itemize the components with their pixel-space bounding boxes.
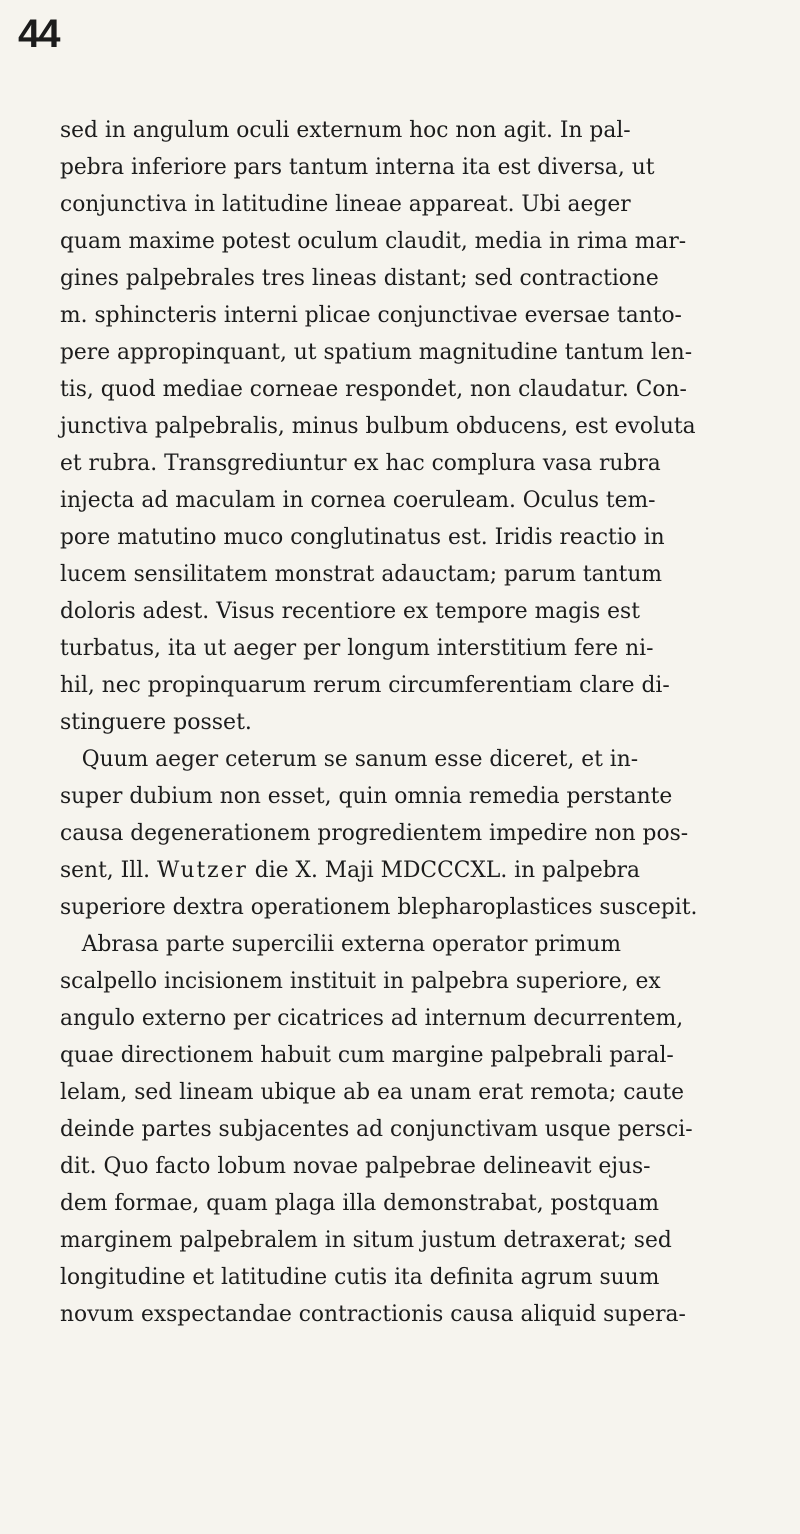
text-line: sed in angulum oculi externum hoc non agit. In pal-: [60, 118, 631, 143]
text-line: junctiva palpebralis, minus bulbum obducens, est evoluta: [60, 414, 696, 439]
text-line: stinguere posset.: [60, 710, 252, 735]
text-line: injecta ad maculam in cornea coeruleam. Oculus tem-: [60, 488, 656, 513]
surgeon-name: Wutzer: [157, 858, 248, 883]
text-line: scalpello incisionem instituit in palpebra superiore, ex: [60, 969, 661, 994]
text-line: superiore dextra operationem blepharoplastices suscepit.: [60, 895, 698, 920]
paragraph-start-line: Abrasa parte supercilii externa operator primum: [81, 932, 621, 957]
text-line-with-name: [60, 852, 792, 889]
text-line: lelam, sed lineam ubique ab ea unam erat remota; caute: [60, 1080, 685, 1105]
paragraph-start-line: Quum aeger ceterum se sanum esse diceret, et in-: [81, 747, 639, 772]
text-fragment: sent, Ill.: [60, 858, 158, 883]
text-line: pore matutino muco conglutinatus est. Iridis reactio in: [60, 525, 665, 550]
text-line: hil, nec propinquarum rerum circumferentiam clare di-: [60, 673, 670, 698]
text-line: quae directionem habuit cum margine palpebrali paral-: [60, 1043, 674, 1068]
text-line: tis, quod mediae corneae respondet, non claudatur. Con-: [60, 377, 687, 402]
text-line: dem formae, quam plaga illa demonstrabat, postquam: [60, 1191, 660, 1216]
text-line: longitudine et latitudine cutis ita definita agrum suum: [60, 1265, 660, 1290]
page-number: 44: [18, 12, 59, 56]
text-line: causa degenerationem progredientem impedire non pos-: [60, 821, 689, 846]
text-line: super dubium non esset, quin omnia remedia perstante: [60, 784, 673, 809]
text-line: m. sphincteris interni plicae conjunctivae eversae tanto-: [60, 303, 682, 328]
text-line: novum exspectandae contractionis causa aliquid supera-: [60, 1302, 686, 1327]
text-line: quam maxime potest oculum claudit, media in rima mar-: [60, 229, 687, 254]
text-line: lucem sensilitatem monstrat adauctam; parum tantum: [60, 562, 663, 587]
text-line: conjunctiva in latitudine lineae appareat. Ubi aeger: [60, 192, 631, 217]
body-text: [60, 112, 800, 1333]
text-line: gines palpebrales tres lineas distant; sed contractione: [60, 266, 659, 291]
text-fragment: die X. Maji MDCCCXL. in palpebra: [247, 858, 641, 883]
text-line: marginem palpebralem in situm justum detraxerat; sed: [60, 1228, 672, 1253]
text-line: angulo externo per cicatrices ad internum decurrentem,: [60, 1006, 684, 1031]
text-line: turbatus, ita ut aeger per longum interstitium fere ni-: [60, 636, 654, 661]
text-line: pebra inferiore pars tantum interna ita est diversa, ut: [60, 155, 655, 180]
text-line: et rubra. Transgrediuntur ex hac complura vasa rubra: [60, 451, 661, 476]
text-line: doloris adest. Visus recentiore ex tempore magis est: [60, 599, 640, 624]
text-line: dit. Quo facto lobum novae palpebrae delineavit ejus-: [60, 1154, 651, 1179]
text-line: deinde partes subjacentes ad conjunctivam usque persci-: [60, 1117, 693, 1142]
text-line: pere appropinquant, ut spatium magnitudine tantum len-: [60, 340, 693, 365]
